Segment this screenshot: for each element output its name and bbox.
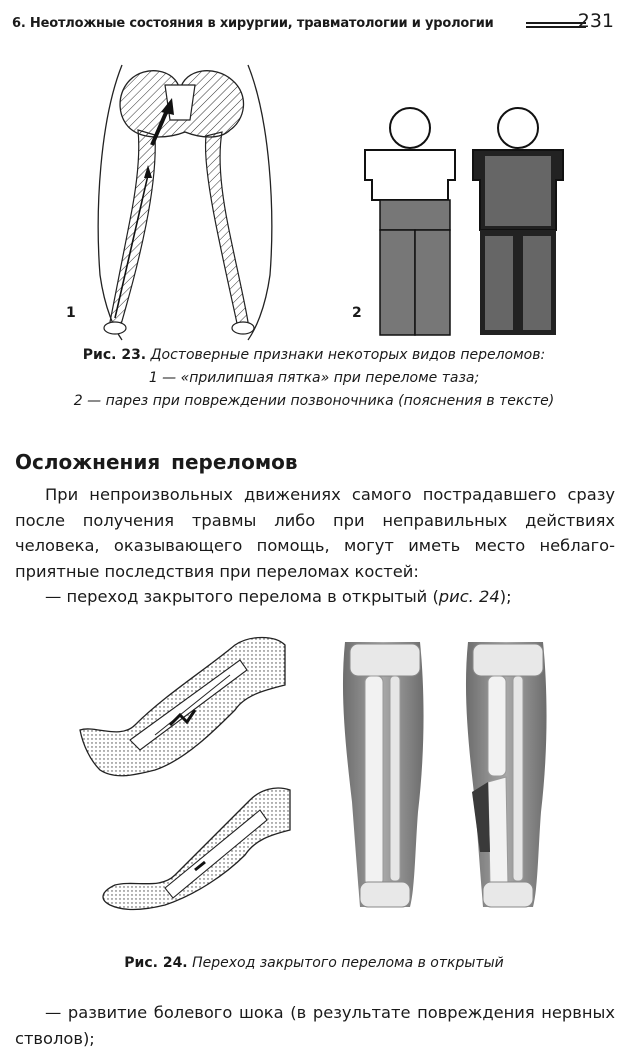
figure23-caption-prefix: Рис. 23. xyxy=(82,347,147,363)
list-item-pain-shock xyxy=(15,1000,615,1051)
list-item-end: ); xyxy=(499,587,512,607)
figure23-caption-line3: 2 — парез при повреждении позвоночника (пояснения в тексте) xyxy=(73,393,555,409)
section-paragraph xyxy=(15,482,615,610)
figure23-caption xyxy=(0,344,628,413)
figure23-panel1-pelvis-drawing xyxy=(60,60,300,345)
paragraph-line: после получения травмы либо при неправильных действиях xyxy=(15,510,615,530)
figure24-leg-drawings xyxy=(75,630,295,915)
figure24-reference: рис. 24 xyxy=(438,587,500,607)
figure23-panel2-label: 2 xyxy=(352,305,362,321)
section-title: Осложнения переломов xyxy=(15,450,298,474)
running-head xyxy=(12,10,618,36)
page-number: 231 xyxy=(577,10,614,32)
paragraph-line: приятные последствия при переломах костей: xyxy=(15,561,419,581)
list-item-line: — развитие болевого шока (в результате повреждения нервных xyxy=(45,1003,615,1022)
chapter-title: 6. Неотложные состояния в хирургии, травматологии и урологии xyxy=(12,16,494,31)
figure24-caption xyxy=(0,952,628,975)
list-item-open-fracture xyxy=(15,584,615,610)
list-item-text: — переход закрытого перелома в открытый ( xyxy=(45,587,439,607)
list-item-line: стволов); xyxy=(15,1028,95,1048)
figure23-caption-line1: Достоверные признаки некоторых видов переломов: xyxy=(150,347,546,363)
figure23-panel2-silhouettes xyxy=(360,100,570,345)
figure23-panel1-label: 1 xyxy=(66,305,76,321)
figure24-xray-images xyxy=(330,632,560,932)
figure24-caption-prefix: Рис. 24. xyxy=(124,955,188,971)
figure24-caption-text: Переход закрытого перелома в открытый xyxy=(192,955,504,971)
figure23-caption-line2: 1 — «прилипшая пятка» при переломе таза; xyxy=(148,370,480,386)
paragraph-line: человека, оказывающего помощь, могут иметь место неблаго- xyxy=(15,536,615,556)
paragraph-line: При непроизвольных движениях самого пострадавшего сразу xyxy=(45,485,615,504)
